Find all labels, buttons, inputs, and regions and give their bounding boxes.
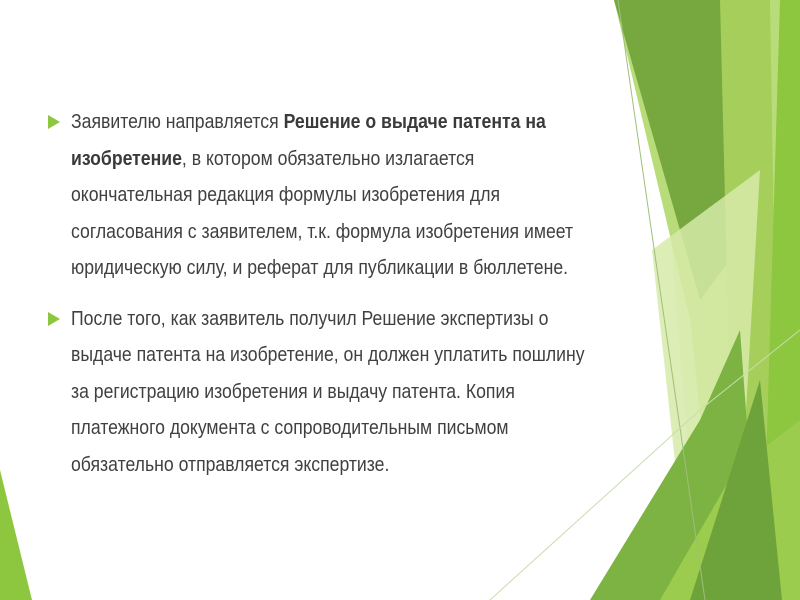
bullet-list [48, 104, 588, 497]
bullet-text [71, 104, 587, 287]
list-item [48, 301, 588, 484]
triangle-bullet-icon [48, 115, 60, 129]
list-item [48, 104, 588, 287]
bullet-bold-text: Решение о выдаче патента на изобретение [71, 110, 546, 170]
bullet-text-after: , в котором обязательно излагается окончательная редакция формулы изобретения для согласования с заявителем, т.к. формула изобретения имеет юридическую силу, и реферат для публикации в бюллетене. [71, 146, 574, 279]
bullet-text-before: Заявителю направляется [71, 110, 284, 133]
bullet-text: После того, как заявитель получил Решение экспертизы о выдаче патента на изобретение, он должен уплатить пошлину за регистрацию изобретения и выдачу патента. Копия платежного документа с сопроводительным письмом обязательно отправляется экспертизе. [71, 306, 585, 476]
triangle-bullet-icon [48, 312, 60, 326]
